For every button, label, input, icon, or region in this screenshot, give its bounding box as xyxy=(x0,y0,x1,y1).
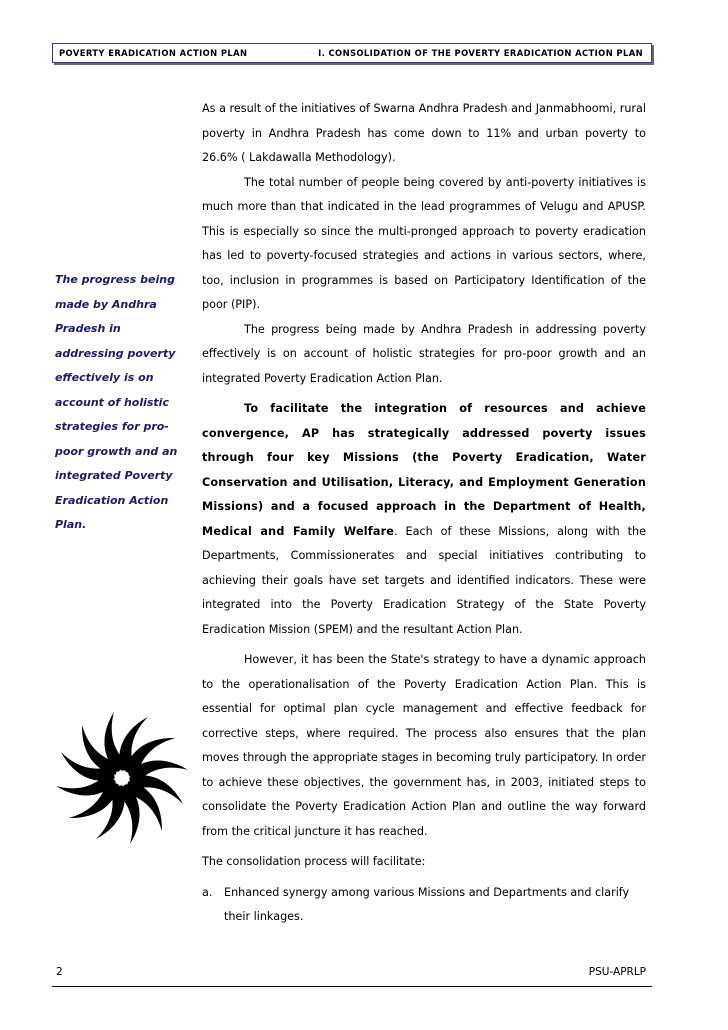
body-text xyxy=(202,97,646,930)
running-header xyxy=(52,43,652,63)
header-section-title: I. CONSOLIDATION OF THE POVERTY ERADICATION ACTION PLAN xyxy=(318,48,643,58)
list-item xyxy=(202,881,646,930)
paragraph-2: The total number of people being covered by anti-poverty initiatives is much more than that indicated in the lead programmes of Velugu and APUSP. This is especially so since the multi-pronged approach to poverty eradication has led to poverty-focused strategies and actions in various sectors, where, too, inclusion in programmes is based on Participatory Identification of the poor (PIP). xyxy=(202,175,646,311)
list-marker: a. xyxy=(202,885,213,899)
sidebar-pull-quote: The progress being made by Andhra Pradesh in addressing poverty effectively is on account of holistic strategies for pro-poor growth and an integrated Poverty Eradication Action Plan. xyxy=(55,273,178,531)
list-item-text: Enhanced synergy among various Missions and Departments and clarify their linkages. xyxy=(224,885,630,923)
paragraph-3: The progress being made by Andhra Pradesh in addressing poverty effectively is on account of holistic strategies for pro-poor growth and an integrated Poverty Eradication Action Plan. xyxy=(202,322,646,385)
footer-organization: PSU-APRLP xyxy=(588,966,646,978)
paragraph-4-rest: . Each of these Missions, along with the Departments, Commissionerates and special initiatives contributing to achieving their goals have set targets and identified indicators. These were integrated into the Poverty Eradication Strategy of the State Poverty Eradication Mission (SPEM) and the resultant Action Plan. xyxy=(202,524,646,636)
page-number: 2 xyxy=(56,966,63,978)
paragraph-1: As a result of the initiatives of Swarna Andhra Pradesh and Janmabhoomi, rural poverty in Andhra Pradesh has come down to 11% and urban poverty to 26.6% ( Lakdawalla Methodology). xyxy=(202,102,646,164)
header-document-title: POVERTY ERADICATION ACTION PLAN xyxy=(59,48,248,58)
paragraph-4 xyxy=(202,397,646,642)
paragraph-6: The consolidation process will facilitate: xyxy=(202,855,426,868)
pinwheel-logo-icon xyxy=(52,708,192,848)
paragraph-5: However, it has been the State's strategy to have a dynamic approach to the operationalisation of the Poverty Eradication Action Plan. This is essential for optimal plan cycle management and effective feedback for corrective steps, where required. The process also ensures that the plan moves through the appropriate stages in becoming truly participatory. In order to achieve these objectives, the government has, in 2003, initiated steps to consolidate the Poverty Eradication Action Plan and outline the way forward from the critical juncture it has reached. xyxy=(202,653,646,838)
footer-divider xyxy=(52,986,652,987)
paragraph-4-bold: To facilitate the integration of resources and achieve convergence, AP has strategically addressed poverty issues through four key Missions (the Poverty Eradication, Water Conservation and Utilisation, Literacy, and Employment Generation Missions) and a focused approach in the Department of Health, Medical and Family Welfare xyxy=(202,402,646,538)
